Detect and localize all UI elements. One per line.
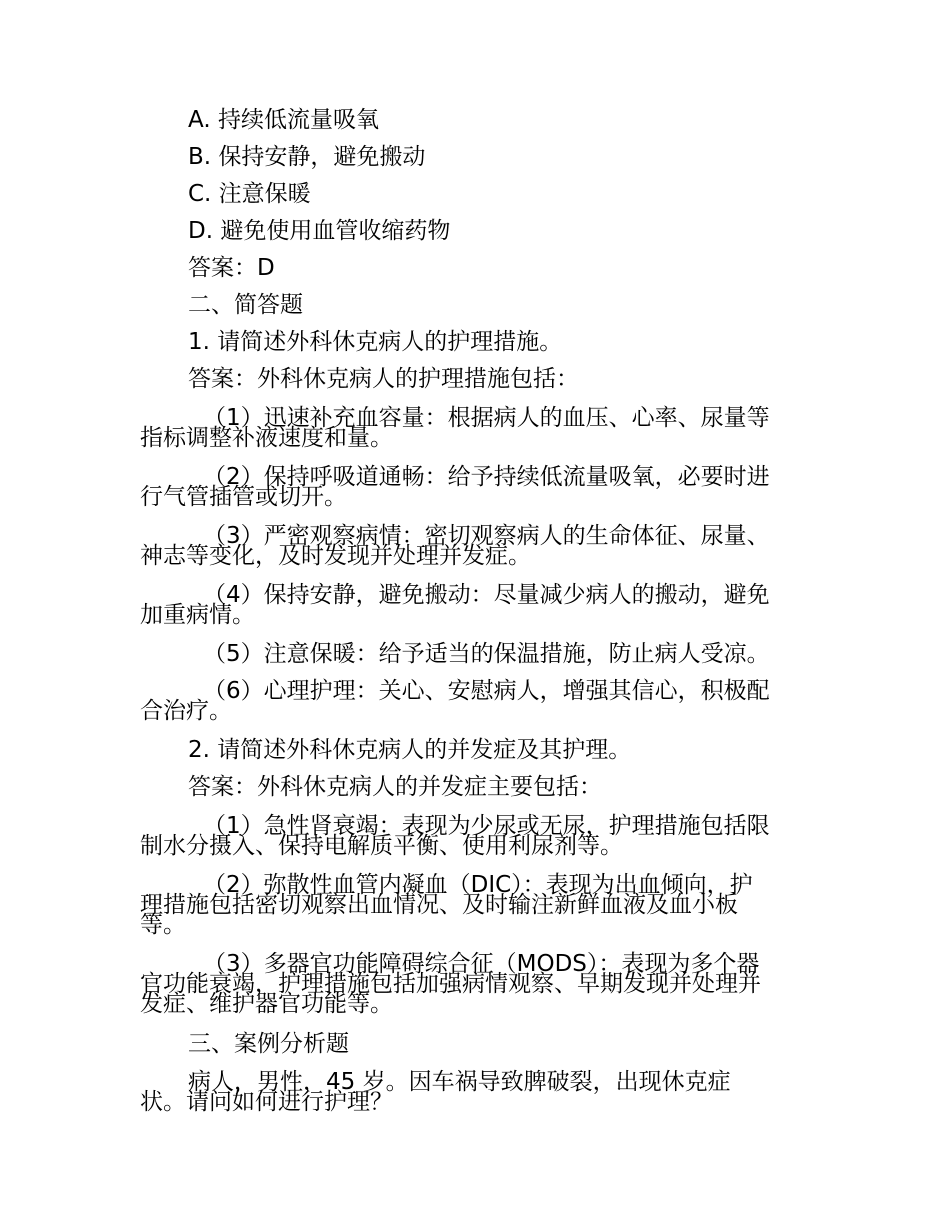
- q1-item-1-line-2: 指标调整补液速度和量。: [140, 425, 393, 451]
- q2-item-2-line-1: （2）弥散性血管内凝血（DIC）：表现为出血倾向，护: [203, 872, 753, 898]
- case-text-line-1: 病人，男性，45 岁。因车祸导致脾破裂，出现休克症: [188, 1069, 731, 1095]
- section-heading-case-analysis: 三、案例分析题: [188, 1031, 349, 1057]
- option-c: C. 注意保暖: [188, 181, 311, 207]
- section-heading-short-answer: 二、简答题: [188, 292, 303, 318]
- q1-item-3-line-2: 神志等变化，及时发现并处理并发症。: [140, 543, 531, 569]
- case-text-line-2: 状。请问如何进行护理？: [140, 1089, 393, 1115]
- q1-item-1-line-1: （1）迅速补充血容量：根据病人的血压、心率、尿量等: [203, 405, 770, 431]
- q1-item-3-line-1: （3）严密观察病情：密切观察病人的生命体征、尿量、: [203, 523, 770, 549]
- q1-item-2-line-2: 行气管插管或切开。: [140, 484, 347, 510]
- q1-item-4-line-1: （4）保持安静，避免搬动：尽量减少病人的搬动，避免: [203, 582, 770, 608]
- q2-item-2-line-3: 等。: [140, 912, 186, 938]
- q2-item-3-line-3: 发症、维护器官功能等。: [140, 991, 393, 1017]
- q2-item-1-line-2: 制水分摄入、保持电解质平衡、使用利尿剂等。: [140, 833, 623, 859]
- q2-item-3-line-2: 官功能衰竭，护理措施包括加强病情观察、早期发现并处理并: [140, 971, 761, 997]
- q2-item-1-line-1: （1）急性肾衰竭：表现为少尿或无尿，护理措施包括限: [203, 813, 770, 839]
- question-1-answer-intro: 答案：外科休克病人的护理措施包括：: [188, 366, 579, 392]
- q1-item-5: （5）注意保暖：给予适当的保温措施，防止病人受凉。: [203, 641, 770, 667]
- option-d: D. 避免使用血管收缩药物: [188, 218, 451, 244]
- q2-item-3-line-1: （3）多器官功能障碍综合征（MODS）：表现为多个器: [203, 951, 760, 977]
- q1-item-2-line-1: （2）保持呼吸道通畅：给予持续低流量吸氧，必要时进: [203, 464, 770, 490]
- q1-item-6-line-1: （6）心理护理：关心、安慰病人，增强其信心，积极配: [203, 678, 770, 704]
- q1-item-4-line-2: 加重病情。: [140, 602, 255, 628]
- question-2: 2. 请简述外科休克病人的并发症及其护理。: [188, 737, 632, 763]
- option-a: A. 持续低流量吸氧: [188, 107, 379, 133]
- option-b: B. 保持安静，避免搬动: [188, 144, 426, 170]
- q2-item-2-line-2: 理措施包括密切观察出血情况、及时输注新鲜血液及血小板: [140, 892, 738, 918]
- q1-item-6-line-2: 合治疗。: [140, 698, 232, 724]
- question-1: 1. 请简述外科休克病人的护理措施。: [188, 329, 563, 355]
- question-2-answer-intro: 答案：外科休克病人的并发症主要包括：: [188, 774, 602, 800]
- answer-line: 答案：D: [188, 255, 275, 281]
